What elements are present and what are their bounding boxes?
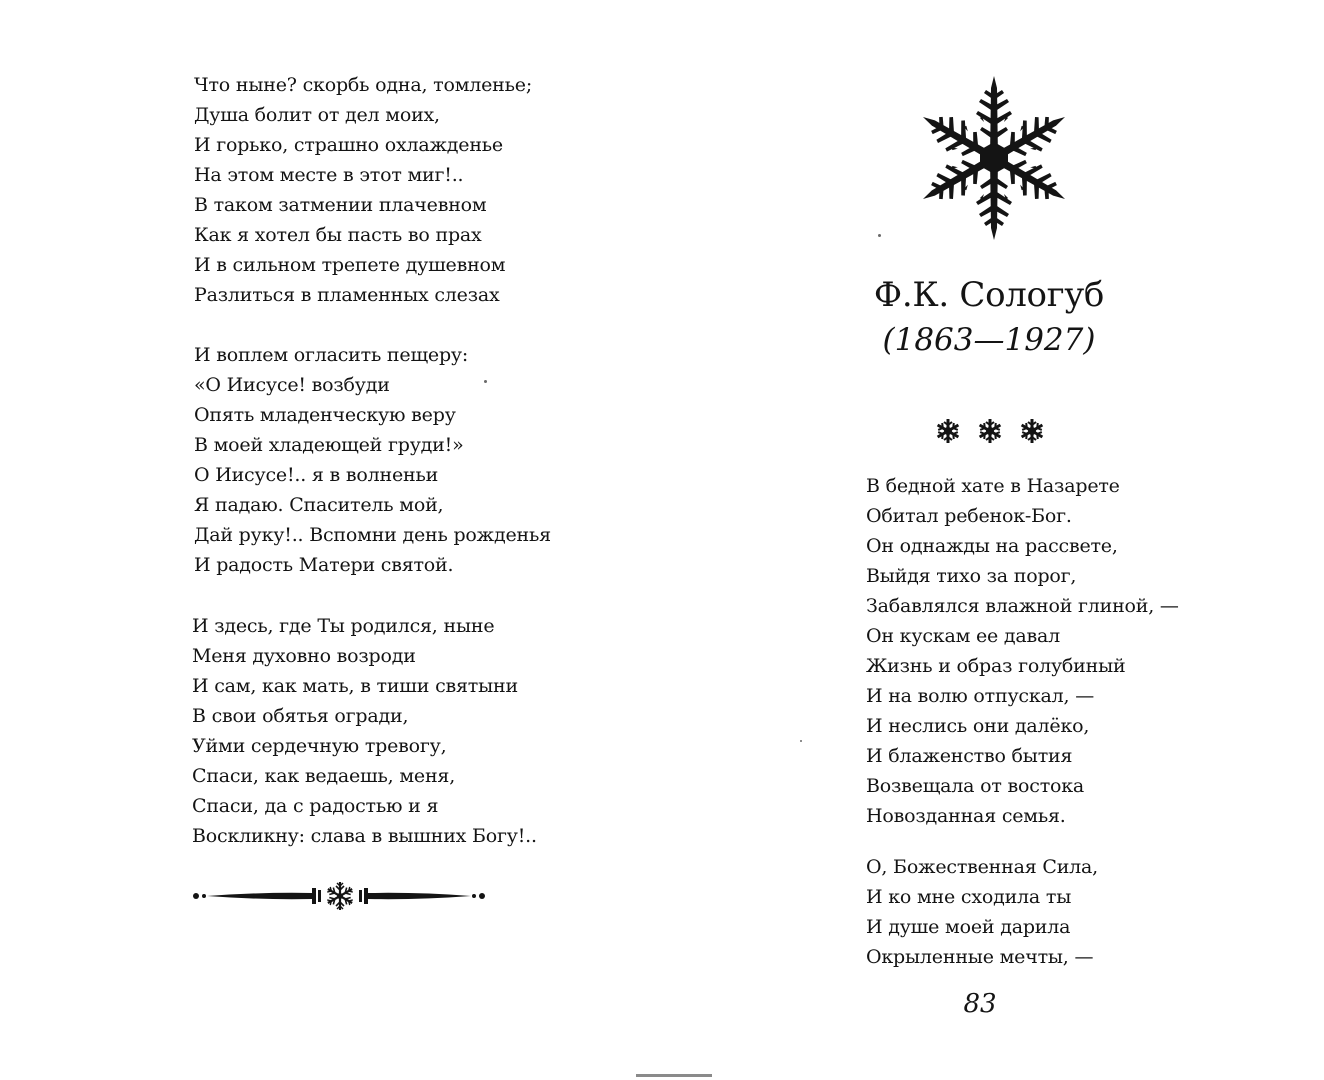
snowflake-divider-icon [192,876,486,916]
poem-line: И горько, страшно охлажденье [194,134,503,156]
poem-line: Спаси, как ведаешь, меня, [192,765,456,787]
poem-line: Спаси, да с радостью и я [192,795,439,817]
poem-line: И радость Матери святой. [194,554,454,576]
snowflake-icon [914,72,1074,244]
poem-line: И здесь, где Ты родился, ныне [192,615,495,637]
poem-line: И неслись они далёко, [866,715,1090,737]
poem-line: Окрыленные мечты, — [866,946,1094,968]
poem-line: Разлиться в пламенных слезах [194,284,500,306]
poem-line: Забавлялся влажной глиной, — [866,595,1179,617]
scan-speck [484,380,487,383]
poem-line: Что ныне? скорбь одна, томленье; [194,74,533,96]
poem-line: В бедной хате в Назарете [866,475,1120,497]
right-stanza-1 [866,471,1179,831]
left-stanza-2 [194,340,551,580]
poem-line: Он кускам ее давал [866,625,1061,647]
poem-line: Уйми сердечную тревогу, [192,735,447,757]
scan-speck [878,234,881,237]
page-number: 83 [963,989,997,1019]
poem-line: И блаженство бытия [866,745,1073,767]
left-stanza-3 [192,611,537,851]
left-stanza-1 [194,70,532,310]
poem-line: Как я хотел бы пасть во прах [194,224,482,246]
poem-line: Душа болит от дел моих, [194,104,440,126]
poem-line: В моей хладеющей груди!» [194,434,464,456]
poem-line: Меня духовно возроди [192,645,416,667]
poem-line: Обитал ребенок-Бог. [866,505,1072,527]
poem-line: Воскликну: слава в вышних Богу!.. [192,825,537,847]
poem-line: И на волю отпускал, — [866,685,1095,707]
poem-line: И воплем огласить пещеру: [194,344,469,366]
author-name: Ф.К. Сологуб [873,275,1105,315]
poem-line: На этом месте в этот миг!.. [194,164,464,186]
poem-line: В свои обятья огради, [192,705,409,727]
asterism-snowflakes-icon [930,414,1050,448]
poem-line: Я падаю. Спаситель мой, [194,494,444,516]
poem-line: Он однажды на рассвете, [866,535,1118,557]
poem-line: И душе моей дарила [866,916,1071,938]
poem-line: Опять младенческую веру [194,404,456,426]
scan-speck [800,740,802,742]
poem-line: И сам, как мать, в тиши святыни [192,675,518,697]
author-years: (1863—1927) [882,322,1096,358]
poem-line: О, Божественная Сила, [866,856,1098,878]
poem-line: В таком затмении плачевном [194,194,487,216]
poem-line: Выйдя тихо за порог, [866,565,1077,587]
poem-line: И ко мне сходила ты [866,886,1072,908]
page-edge-mark [636,1074,712,1077]
poem-line: О Иисусе!.. я в волненьи [194,464,439,486]
right-stanza-2 [866,852,1098,972]
poem-line: Дай руку!.. Вспомни день рожденья [194,524,551,546]
poem-line: «О Иисусе! возбуди [194,374,390,396]
poem-line: Жизнь и образ голубиный [866,655,1126,677]
poem-line: И в сильном трепете душевном [194,254,506,276]
poem-line: Новозданная семья. [866,805,1066,827]
poem-line: Возвещала от востока [866,775,1085,797]
